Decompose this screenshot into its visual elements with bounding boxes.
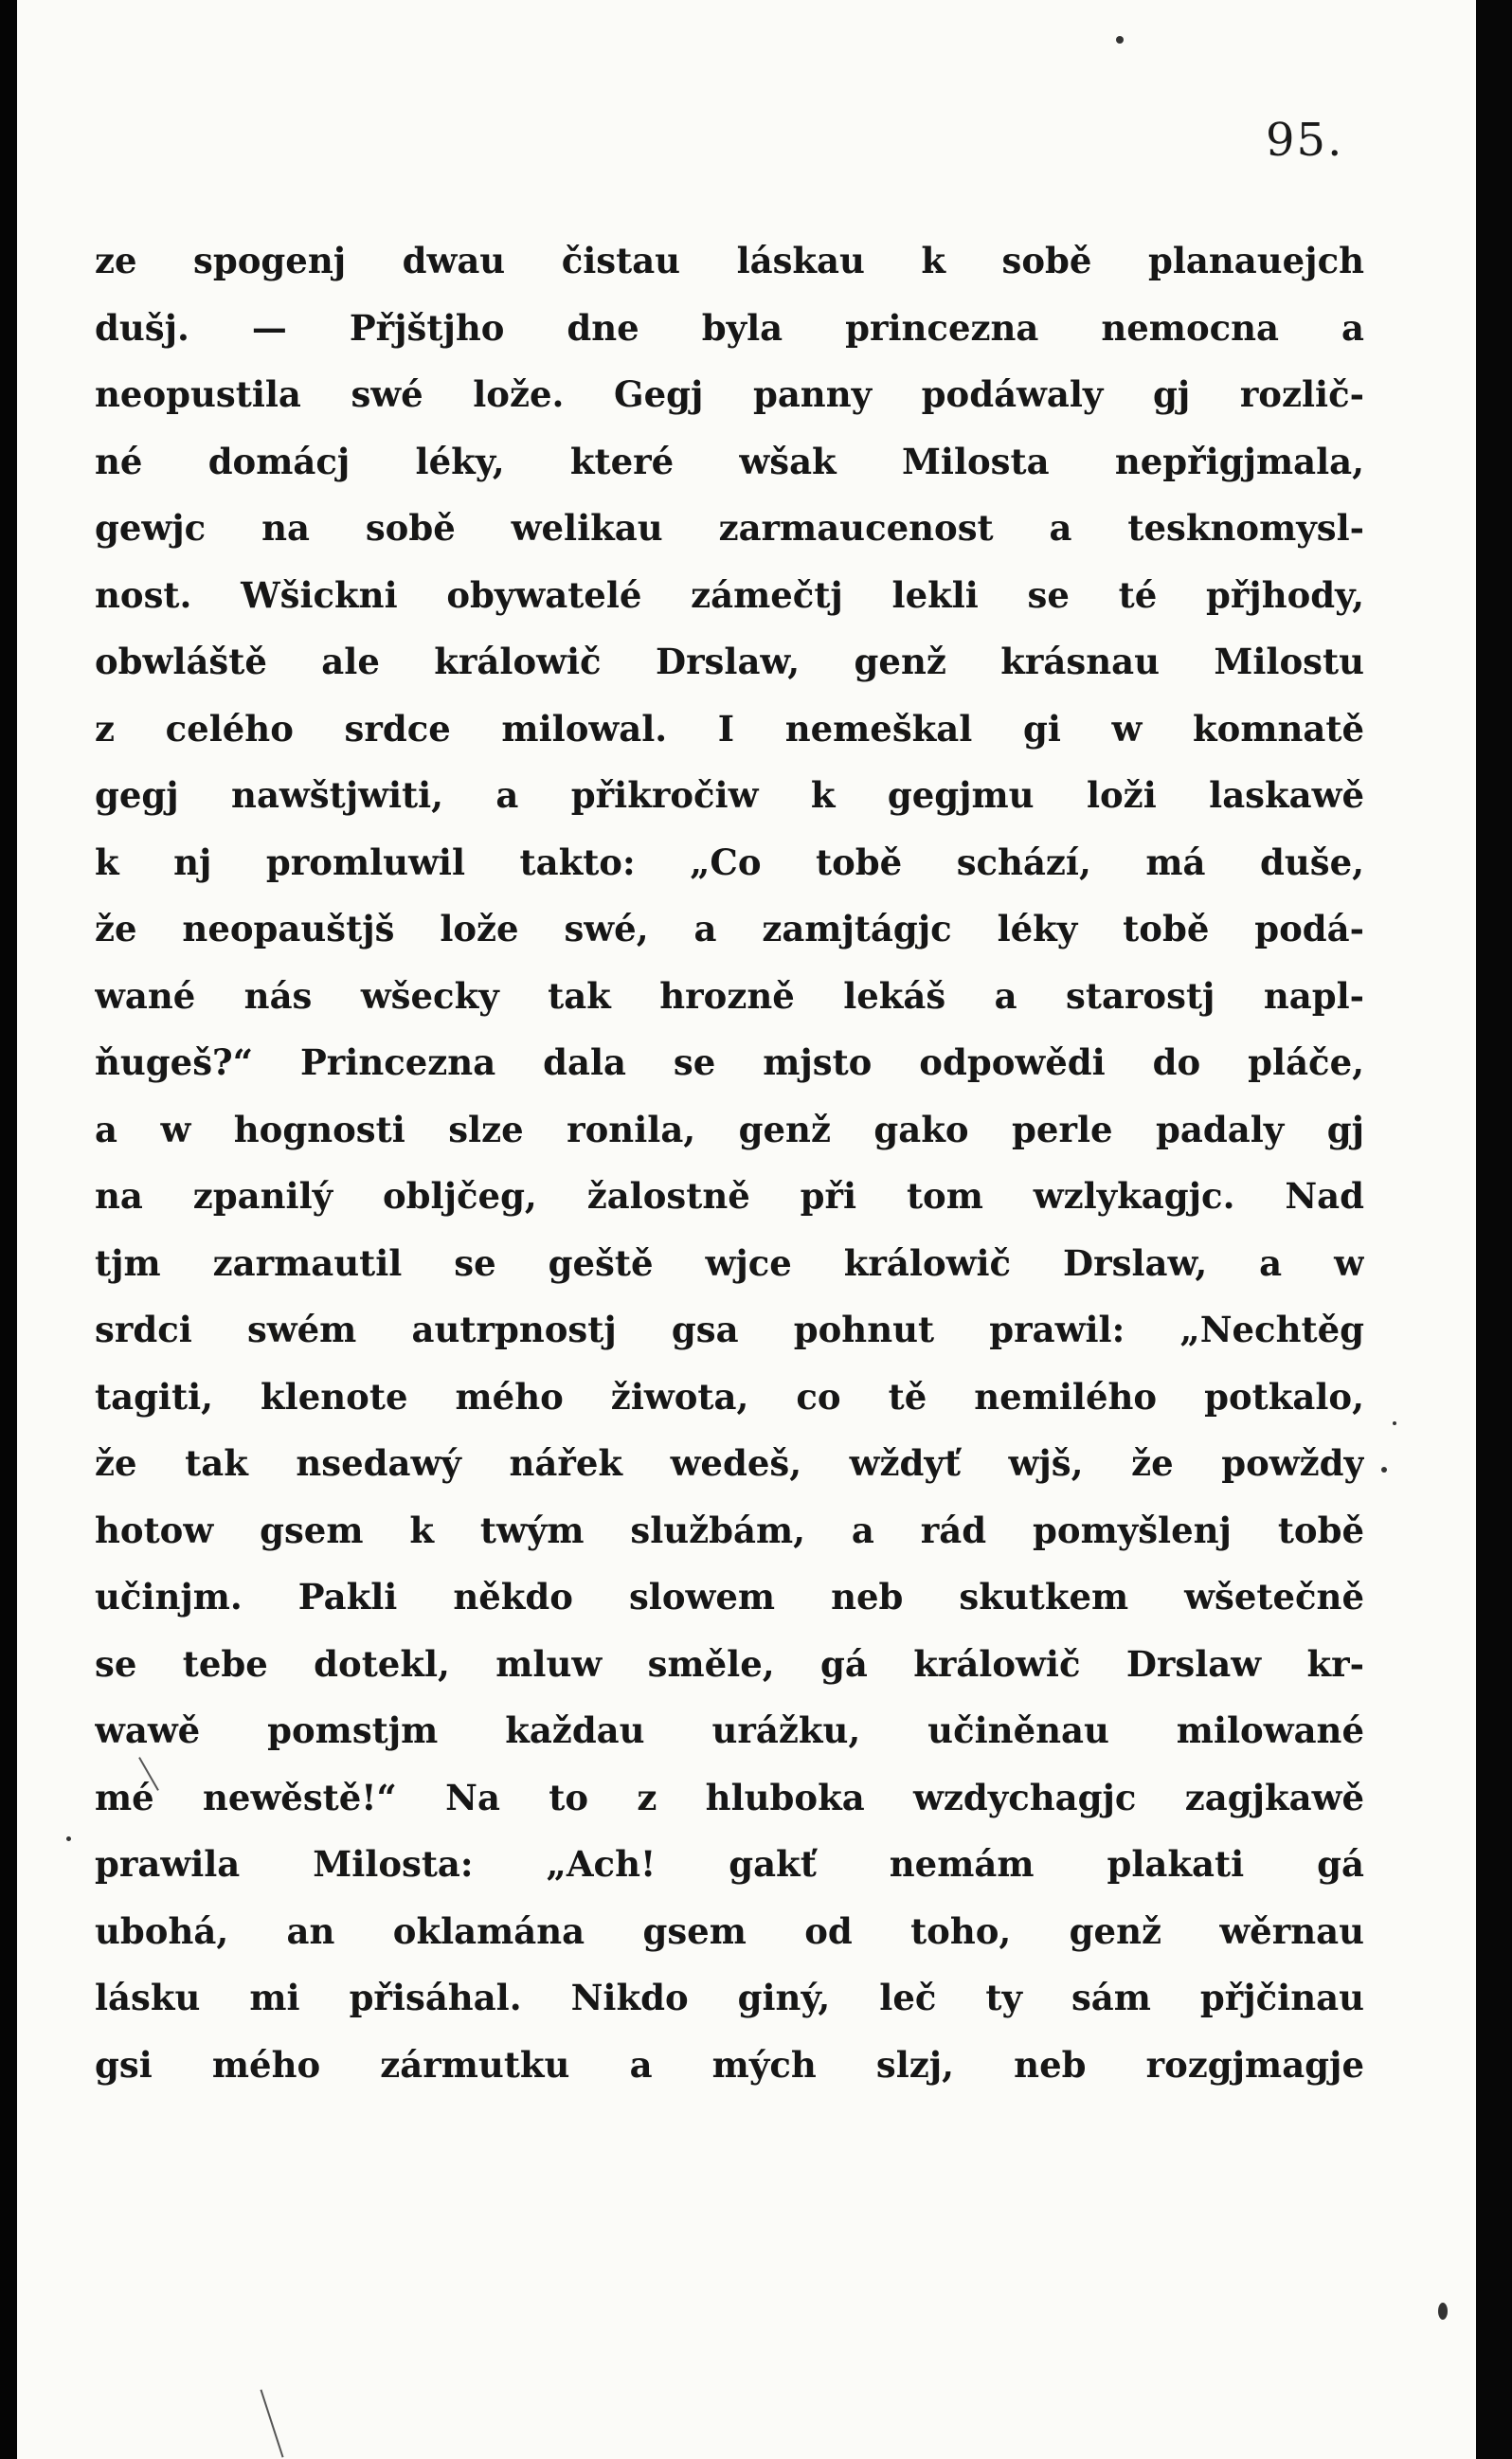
text-line: tagiti, klenote mého žiwota, co tě nemilého potkalo,	[95, 1375, 1364, 1418]
text-line: gewjc na sobě welikau zarmaucenost a tesknomysl-	[95, 507, 1364, 549]
text-line: k nj promluwil takto: „Co tobě schází, má duše,	[95, 841, 1364, 883]
text-line: gegj nawštjwiti, a přikročiw k gegjmu loži laskawě	[95, 774, 1364, 816]
text-line: dušj. — Přjštjho dne byla princezna nemocna a	[95, 306, 1364, 349]
text-line: hotow gsem k twým službám, a rád pomyšlenj tobě	[95, 1509, 1364, 1551]
scan-border-left	[0, 0, 17, 2459]
text-line: gsi mého zármutku a mých slzj, neb rozgjmagje	[95, 2043, 1364, 2086]
text-line: nost. Wšickni obywatelé zámečtj lekli se té přjhody,	[95, 573, 1364, 616]
text-line: né domácj léky, které wšak Milosta nepřigjmala,	[95, 440, 1364, 482]
text-line: prawila Milosta: „Ach! gakť nemám plakati gá	[95, 1843, 1364, 1885]
text-line: že neopauštjš lože swé, a zamjtágjc léky tobě podá-	[95, 908, 1364, 949]
text-line: ňugeš?“ Princezna dala se mjsto odpowědi do pláče,	[95, 1041, 1364, 1083]
text-line: obwláště ale králowič Drslaw, genž krásnau Milostu	[95, 641, 1364, 682]
text-line: a w hognosti slze ronila, genž gako perle padaly gj	[95, 1108, 1364, 1150]
text-line: učinjm. Pakli někdo slowem neb skutkem wšetečně	[95, 1576, 1364, 1618]
text-line: ze spogenj dwau čistau láskau k sobě planauejch	[95, 240, 1364, 281]
body-text	[95, 227, 1364, 2098]
text-line: z celého srdce milowal. I nemeškal gi w komnatě	[95, 707, 1364, 750]
scan-speck	[66, 1836, 71, 1841]
scan-speck	[1381, 1467, 1387, 1473]
text-line: mé newěstě!“ Na to z hluboka wzdychagjc zagjkawě	[95, 1776, 1364, 1818]
text-line: že tak nsedawý nářek wedeš, wždyť wjš, že powždy	[95, 1442, 1364, 1484]
text-line: srdci swém autrpnostj gsa pohnut prawil: „Nechtěg	[95, 1309, 1364, 1350]
text-line: wané nás wšecky tak hrozně lekáš a starostj napl-	[95, 974, 1364, 1017]
book-page	[17, 0, 1476, 2459]
scan-speck	[1116, 36, 1124, 44]
scan-border-right	[1476, 0, 1512, 2459]
scan-speck	[1438, 2303, 1448, 2320]
scan-scratch	[260, 2390, 283, 2458]
scan-speck	[1393, 1421, 1396, 1425]
text-line: se tebe dotekl, mluw směle, gá králowič Drslaw kr-	[95, 1642, 1364, 1685]
text-line: na zpanilý obljčeg, žalostně při tom wzlykagjc. Nad	[95, 1175, 1364, 1217]
text-line: wawě pomstjm každau urážku, učiněnau milowané	[95, 1709, 1364, 1751]
text-line: lásku mi přisáhal. Nikdo giný, leč ty sám přjčinau	[95, 1977, 1364, 2018]
page-number: 95.	[1266, 114, 1344, 167]
text-line: tjm zarmautil se geště wjce králowič Drslaw, a w	[95, 1241, 1364, 1284]
text-line: neopustila swé lože. Gegj panny podáwaly gj rozlič-	[95, 373, 1364, 415]
text-line: ubohá, an oklamána gsem od toho, genž wěrnau	[95, 1909, 1364, 1952]
